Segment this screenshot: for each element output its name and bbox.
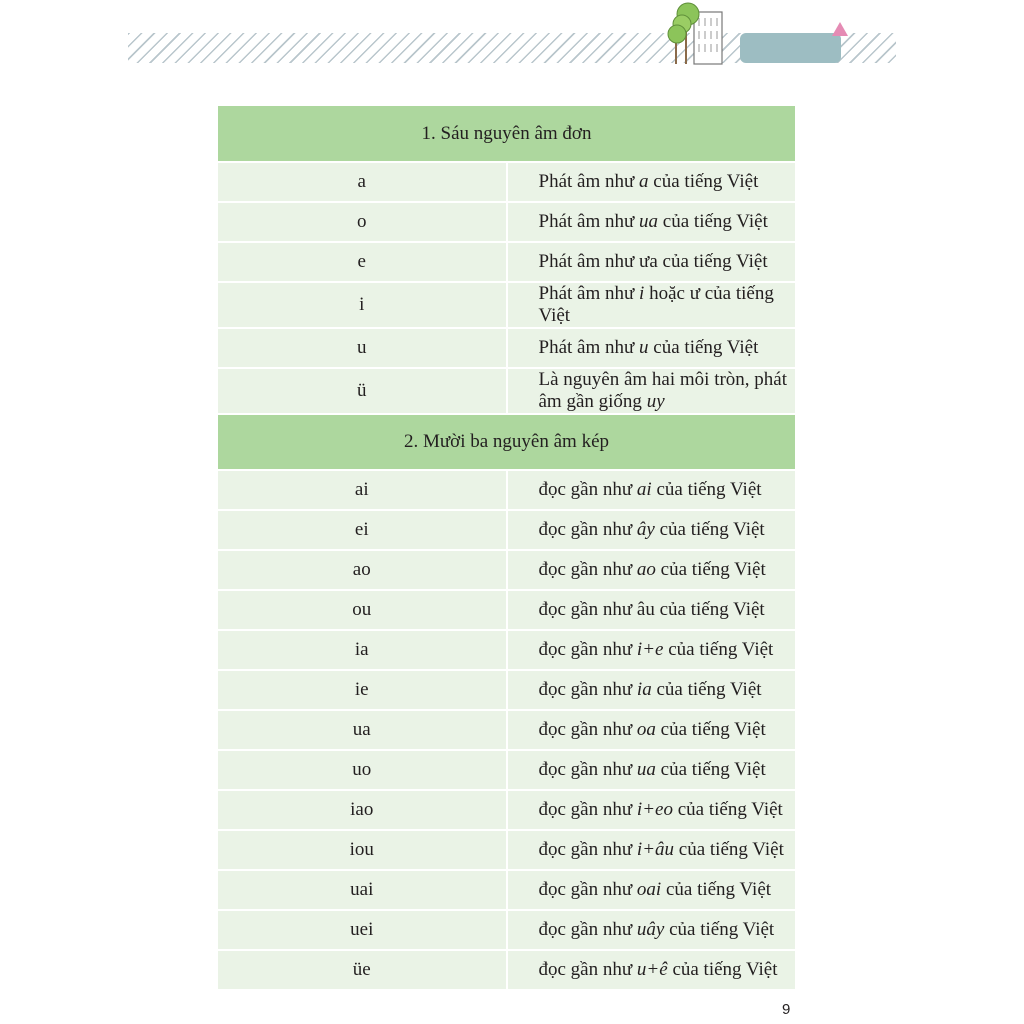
description-text: Phát âm như bbox=[538, 211, 640, 232]
vowel-description bbox=[507, 630, 796, 670]
vowel-description bbox=[507, 950, 796, 990]
table-row bbox=[218, 162, 795, 202]
vowel-description bbox=[507, 590, 796, 630]
description-text: của tiếng Việt bbox=[672, 799, 783, 820]
vowel-symbol: i bbox=[218, 282, 507, 328]
description-text: đọc gần như bbox=[538, 839, 637, 860]
description-text: Phát âm như ưa của tiếng Việt bbox=[538, 251, 768, 272]
description-text: của tiếng Việt bbox=[651, 679, 762, 700]
description-text: của tiếng Việt bbox=[648, 337, 759, 358]
vowel-symbol: ie bbox=[218, 670, 507, 710]
vowel-symbol: uai bbox=[218, 870, 507, 910]
vowel-symbol: o bbox=[218, 202, 507, 242]
description-text: đọc gần như bbox=[538, 679, 637, 700]
table-row bbox=[218, 470, 795, 510]
vowel-symbol: u bbox=[218, 328, 507, 368]
table-row bbox=[218, 550, 795, 590]
italic-example: uy bbox=[646, 391, 665, 412]
vowel-symbol: a bbox=[218, 162, 507, 202]
table-row bbox=[218, 830, 795, 870]
italic-example: i bbox=[639, 283, 645, 304]
vowel-description bbox=[507, 470, 796, 510]
table-row bbox=[218, 590, 795, 630]
section-header-row bbox=[218, 414, 795, 470]
vowel-description bbox=[507, 710, 796, 750]
vowel-description bbox=[507, 910, 796, 950]
description-text: của tiếng Việt bbox=[667, 959, 778, 980]
description-text: Phát âm như bbox=[538, 171, 640, 192]
triangle-icon bbox=[832, 22, 848, 36]
vowel-symbol: ua bbox=[218, 710, 507, 750]
table-row bbox=[218, 328, 795, 368]
description-text: đọc gần như bbox=[538, 559, 637, 580]
description-text: Phát âm như bbox=[538, 337, 640, 358]
vowel-description bbox=[507, 282, 796, 328]
table-row bbox=[218, 910, 795, 950]
description-text: của tiếng Việt bbox=[655, 759, 766, 780]
vowel-description bbox=[507, 550, 796, 590]
description-text: của tiếng Việt bbox=[674, 839, 784, 860]
vowel-symbol: ao bbox=[218, 550, 507, 590]
vowel-description bbox=[507, 830, 796, 870]
vowel-symbol: iao bbox=[218, 790, 507, 830]
vowel-symbol: üe bbox=[218, 950, 507, 990]
vowel-description bbox=[507, 242, 796, 282]
italic-example: ây bbox=[636, 519, 655, 540]
description-text: đọc gần như bbox=[538, 639, 637, 660]
italic-example: ua bbox=[636, 759, 656, 780]
description-text: của tiếng Việt bbox=[664, 919, 775, 940]
description-text: của tiếng Việt bbox=[654, 519, 765, 540]
description-text: đọc gần như bbox=[538, 799, 637, 820]
description-text: của tiếng Việt bbox=[655, 719, 766, 740]
vowel-symbol: ou bbox=[218, 590, 507, 630]
vowel-description bbox=[507, 870, 796, 910]
table-row bbox=[218, 368, 795, 414]
vowel-symbol: e bbox=[218, 242, 507, 282]
description-text: của tiếng Việt bbox=[648, 171, 759, 192]
vowel-symbol: ia bbox=[218, 630, 507, 670]
page-number: 9 bbox=[782, 1001, 791, 1018]
description-text: của tiếng Việt bbox=[658, 211, 768, 232]
table-row bbox=[218, 870, 795, 910]
description-text: của tiếng Việt bbox=[661, 879, 772, 900]
vowel-description bbox=[507, 510, 796, 550]
section-title: 2. Mười ba nguyên âm kép bbox=[218, 414, 795, 470]
description-text: đọc gần như bbox=[538, 719, 637, 740]
vowel-description bbox=[507, 162, 796, 202]
description-text: đọc gần như bbox=[538, 879, 637, 900]
description-text: của tiếng Việt bbox=[655, 559, 766, 580]
description-text: đọc gần như bbox=[538, 479, 637, 500]
vowel-table bbox=[218, 106, 795, 991]
table-row bbox=[218, 750, 795, 790]
vowel-symbol: uei bbox=[218, 910, 507, 950]
vowel-symbol: uo bbox=[218, 750, 507, 790]
italic-example: i+e bbox=[636, 639, 664, 660]
italic-example: ao bbox=[636, 559, 656, 580]
description-text: hoặc ư của tiếng Việt bbox=[538, 283, 774, 326]
table-row bbox=[218, 710, 795, 750]
table-row bbox=[218, 202, 795, 242]
description-text: của tiếng Việt bbox=[651, 479, 762, 500]
description-text: đọc gần như bbox=[538, 919, 637, 940]
vowel-symbol: ei bbox=[218, 510, 507, 550]
vowel-description bbox=[507, 202, 796, 242]
description-text: Là nguyên âm hai môi tròn, phát âm gần giống bbox=[538, 369, 788, 412]
header-tab bbox=[740, 33, 841, 63]
table-row bbox=[218, 790, 795, 830]
table-row bbox=[218, 242, 795, 282]
description-text: đọc gần như bbox=[538, 959, 637, 980]
vowel-symbol: iou bbox=[218, 830, 507, 870]
italic-example: i+âu bbox=[636, 839, 675, 860]
vowel-description bbox=[507, 670, 796, 710]
italic-example: oa bbox=[636, 719, 656, 740]
italic-example: uây bbox=[636, 919, 665, 940]
italic-example: ai bbox=[636, 479, 652, 500]
vowel-symbol: ü bbox=[218, 368, 507, 414]
table-row bbox=[218, 282, 795, 328]
vowel-description bbox=[507, 750, 796, 790]
tree-building-icon bbox=[664, 0, 728, 66]
section-header-row bbox=[218, 106, 795, 162]
table-row bbox=[218, 670, 795, 710]
italic-example: ia bbox=[636, 679, 652, 700]
description-text: đọc gần như âu của tiếng Việt bbox=[538, 599, 765, 620]
vowel-description bbox=[507, 790, 796, 830]
section-compound-vowels bbox=[218, 414, 795, 990]
description-text: Phát âm như bbox=[538, 283, 640, 304]
vowel-description bbox=[507, 328, 796, 368]
table-row bbox=[218, 630, 795, 670]
table-row bbox=[218, 950, 795, 990]
italic-example: i+eo bbox=[636, 799, 673, 820]
table-row bbox=[218, 510, 795, 550]
italic-example: ua bbox=[639, 211, 659, 232]
vowel-description bbox=[507, 368, 796, 414]
italic-example: u+ê bbox=[636, 959, 668, 980]
italic-example: u bbox=[639, 337, 649, 358]
section-single-vowels bbox=[218, 106, 795, 414]
description-text: của tiếng Việt bbox=[663, 639, 774, 660]
section-title: 1. Sáu nguyên âm đơn bbox=[218, 106, 795, 162]
description-text: đọc gần như bbox=[538, 759, 637, 780]
italic-example: oai bbox=[636, 879, 662, 900]
italic-example: a bbox=[639, 171, 649, 192]
description-text: đọc gần như bbox=[538, 519, 637, 540]
vowel-symbol: ai bbox=[218, 470, 507, 510]
